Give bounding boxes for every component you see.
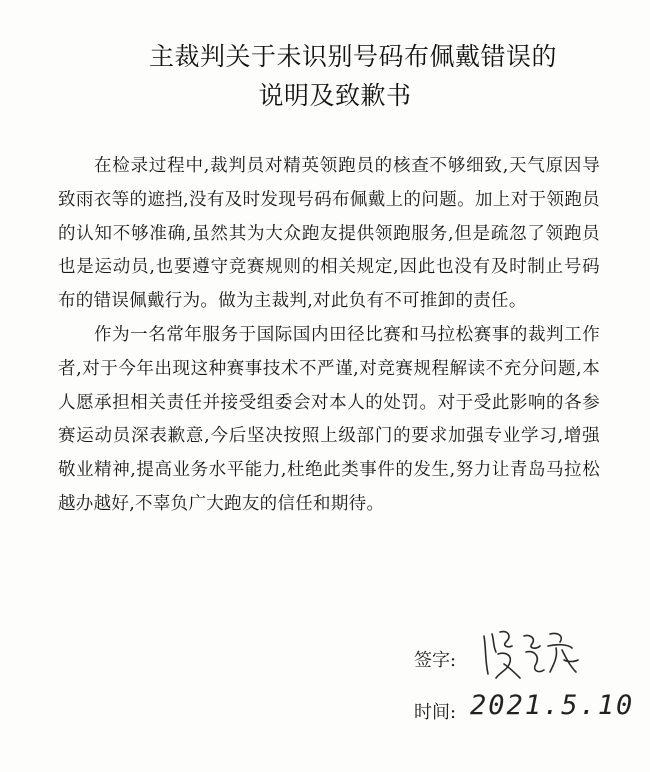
paragraph-1: 在检录过程中,裁判员对精英领跑员的核查不够细致,天气原因导致雨衣等的遮挡,没有及时发现号码布佩戴上的问题。加上对于领跑员的认知不够准确,虽然其为大众跑友提供领跑服务,但是疏忽了领跑员也是运动员,也要遵守竞赛规则的相关规定,因此也没有及时制止号码布的错误佩戴行为。做为主裁判,对此负有不可推卸的责任。 [58,156,600,312]
document-title-line-2: 说明及致歉书 [258,81,412,110]
signature-label: 签字: [414,650,457,671]
date-value: 2021.5.10 [470,690,635,721]
handwritten-signature [478,626,598,686]
paragraph-2: 作为一名常年服务于国际国内田径比赛和马拉松赛事的裁判工作者,对于今年出现这种赛事技术不严谨,对竞赛规程解读不充分问题,本人愿承担相关责任并接受组委会对本人的处罚。对于受此影响的各参赛运动员深表歉意,今后坚决按照上级部门的要求加强专业学习,增强敬业精神,提高业务水平能力,杜绝此类事件的发生,努力让青岛马拉松越办越好,不辜负广大跑友的信任和期待。 [58,324,600,514]
document-body [58,150,600,522]
document-title-line-1: 主裁判关于未识别号码布佩戴错误的 [148,42,557,71]
date-label: 时间: [414,702,457,723]
